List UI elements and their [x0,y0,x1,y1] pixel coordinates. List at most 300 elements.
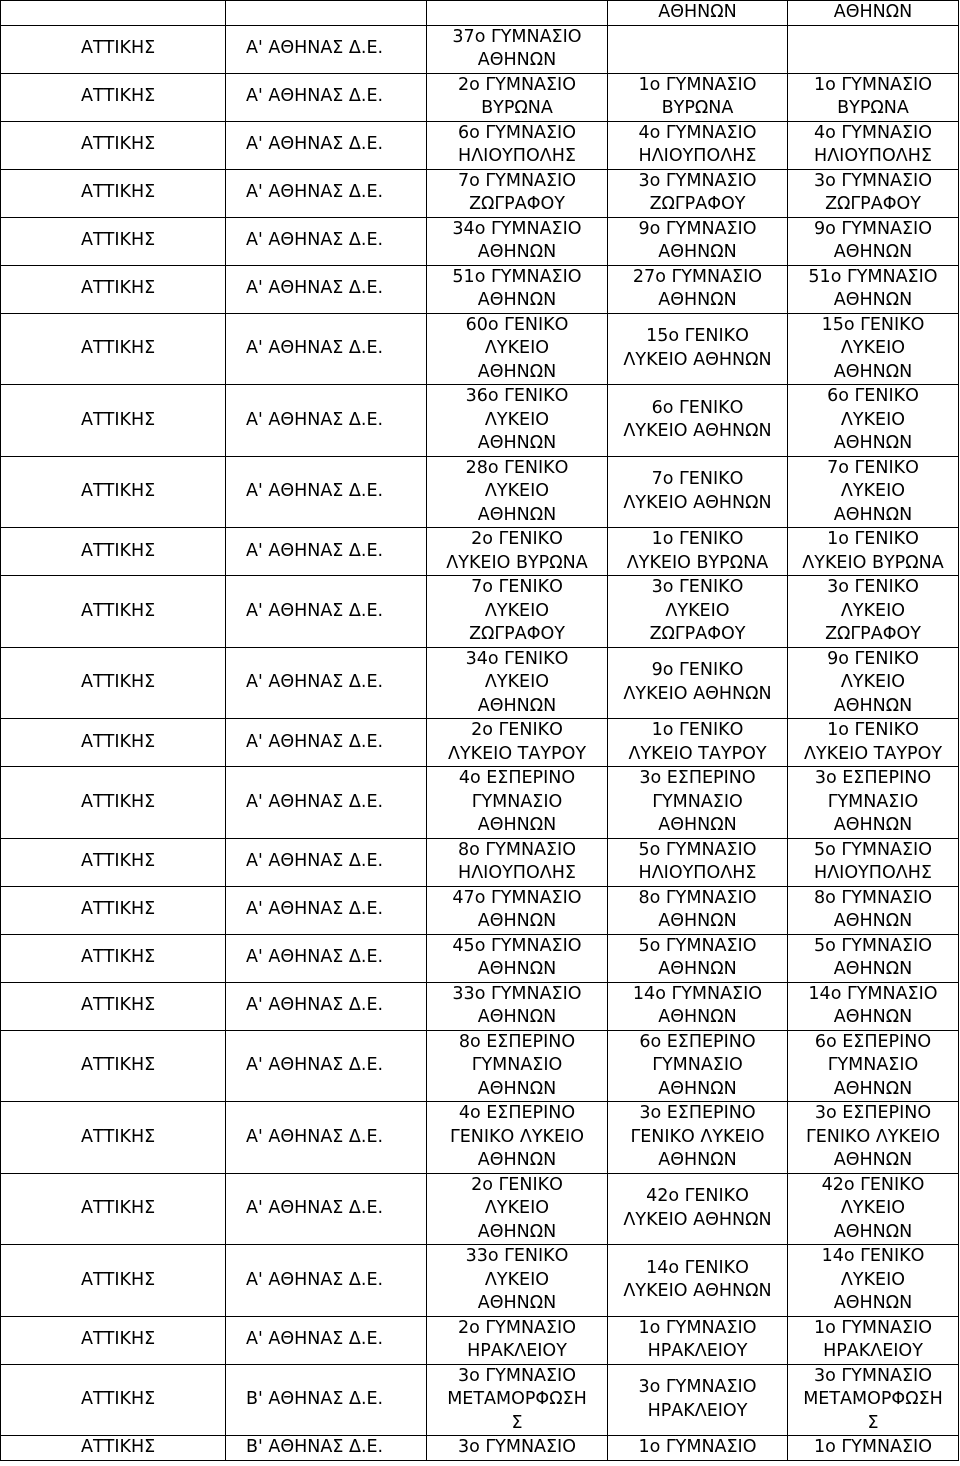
school-line: ΛΥΚΕΙΟ [484,1198,550,1218]
alt-school-cell-2 [788,767,959,839]
alt-school-cell [608,934,788,982]
school-line: ΑΘΗΝΩΝ [833,1007,913,1027]
school-line: ΛΥΚΕΙΟ [484,338,550,358]
district-cell: Α' ΑΘΗΝΑΣ Δ.Ε. [226,1245,427,1317]
school-cell [427,456,608,528]
region-cell: ΑΤΤΙΚΗΣ [1,1316,226,1364]
school-line: 2ο ΓΕΝΙΚΟ [471,1174,563,1195]
school-cell [427,385,608,457]
school-line: 5ο ΓΥΜΝΑΣΙΟ [638,935,757,956]
school-line: ΗΡΑΚΛΕΙΟΥ [647,1400,748,1421]
school-line: 7ο ΓΕΝΙΚΟ [471,577,563,597]
alt-school-cell [608,1316,788,1364]
district-cell: Α' ΑΘΗΝΑΣ Δ.Ε. [226,313,427,385]
district-cell: Α' ΑΘΗΝΑΣ Δ.Ε. [226,934,427,982]
school-line: 5ο ΓΥΜΝΑΣΙΟ [814,839,932,860]
school-line: 8ο ΓΥΜΝΑΣΙΟ [458,839,576,860]
alt-school-cell-2 [788,838,959,886]
school-line: 1ο ΓΥΜΝΑΣΙΟ [814,1437,932,1457]
school-line: 34ο ΓΕΝΙΚΟ [465,648,569,669]
alt-school-cell-2 [788,1102,959,1174]
alt-school-cell-2 [788,121,959,169]
alt-school-cell [608,25,788,73]
district-cell: Α' ΑΘΗΝΑΣ Δ.Ε. [226,982,427,1030]
school-cell [427,1364,608,1436]
table-row [1,886,959,934]
alt-school-cell-2 [788,169,959,217]
school-line: ΖΩΓΡΑΦΟΥ [469,624,565,644]
alt-school-cell [608,576,788,648]
alt-school-cell-2 [788,217,959,265]
school-line: 9ο ΓΕΝΙΚΟ [651,660,744,681]
school-line: ΑΘΗΝΩΝ [658,1150,737,1170]
alt-school-cell-2 [788,385,959,457]
table-row [1,719,959,767]
school-line: 6ο ΓΕΝΙΚΟ [651,397,744,418]
alt-school-cell [608,1245,788,1317]
school-line: ΓΕΝΙΚΟ ΛΥΚΕΙΟ [805,1126,940,1147]
school-cell [427,1030,608,1102]
school-line: ΗΡΑΚΛΕΙΟΥ [467,1341,567,1361]
school-cell [427,982,608,1030]
school-line: ΑΘΗΝΩΝ [833,242,913,262]
district-cell: Α' ΑΘΗΝΑΣ Δ.Ε. [226,886,427,934]
school-line: ΑΘΗΝΩΝ [477,361,557,382]
school-line: 9ο ΓΕΝΙΚΟ [827,648,919,669]
alt-school-cell-2 [788,1,959,26]
school-line: 33ο ΓΥΜΝΑΣΙΟ [452,983,582,1004]
table-row [1,1,959,26]
school-cell [427,1316,608,1364]
school-line: ΑΘΗΝΩΝ [477,50,557,70]
region-cell: ΑΤΤΙΚΗΣ [1,767,226,839]
school-line: ΛΥΚΕΙΟ ΑΘΗΝΩΝ [623,492,772,513]
school-cell [427,767,608,839]
alt-school-cell [608,719,788,767]
district-cell [226,1,427,26]
school-line: ΑΘΗΝΩΝ [658,911,737,931]
district-cell: Α' ΑΘΗΝΑΣ Δ.Ε. [226,385,427,457]
alt-school-cell [608,528,788,576]
school-line: 36ο ΓΕΝΙΚΟ [465,386,569,406]
region-cell: ΑΤΤΙΚΗΣ [1,1364,226,1436]
region-cell: ΑΤΤΙΚΗΣ [1,838,226,886]
school-line: ΓΕΝΙΚΟ ΛΥΚΕΙΟ [449,1126,584,1147]
school-line: 8ο ΕΣΠΕΡΙΝΟ [458,1031,576,1052]
school-line: ΜΕΤΑΜΟΡΦΩΣΗ [803,1389,943,1409]
school-line: ΑΘΗΝΩΝ [658,1007,737,1027]
school-line: ΓΥΜΝΑΣΙΟ [652,1055,743,1075]
alt-school-cell [608,313,788,385]
school-line: 1ο ΓΥΜΝΑΣΙΟ [814,1317,932,1338]
school-line: ΗΛΙΟΥΠΟΛΗΣ [458,146,576,166]
table-row [1,1173,959,1245]
region-cell: ΑΤΤΙΚΗΣ [1,719,226,767]
school-cell [427,719,608,767]
school-line: 14ο ΓΥΜΝΑΣΙΟ [632,983,763,1004]
school-line: ΛΥΚΕΙΟ ΑΘΗΝΩΝ [623,349,772,370]
school-line: ΛΥΚΕΙΟ [484,600,550,621]
alt-school-cell [608,1364,788,1436]
alt-school-cell-2 [788,265,959,313]
alt-school-cell-2 [788,73,959,121]
school-line: ΛΥΚΕΙΟ ΑΘΗΝΩΝ [623,1281,772,1302]
school-line: 6ο ΕΣΠΕΡΙΝΟ [639,1031,756,1052]
school-line: ΗΡΑΚΛΕΙΟΥ [647,1341,748,1361]
table-row [1,1030,959,1102]
school-line: ΑΘΗΝΩΝ [477,1293,557,1313]
school-line: ΒΥΡΩΝΑ [661,98,734,118]
school-line: ΑΘΗΝΩΝ [833,1150,913,1170]
region-cell: ΑΤΤΙΚΗΣ [1,385,226,457]
alt-school-cell-2 [788,982,959,1030]
school-line: ΛΥΚΕΙΟ [484,672,550,692]
school-line: ΑΘΗΝΩΝ [833,290,913,310]
table-row [1,1436,959,1461]
alt-school-cell [608,169,788,217]
school-line: ΛΥΚΕΙΟ [484,409,550,430]
school-line: 9ο ΓΥΜΝΑΣΙΟ [638,218,757,239]
region-cell: ΑΤΤΙΚΗΣ [1,121,226,169]
school-line: 3ο ΕΣΠΕΡΙΝΟ [814,1103,932,1123]
school-line: ΑΘΗΝΩΝ [658,1078,737,1099]
school-line: 28ο ΓΕΝΙΚΟ [465,457,569,478]
table-row [1,767,959,839]
school-line: ΑΘΗΝΩΝ [833,815,913,835]
region-cell: ΑΤΤΙΚΗΣ [1,217,226,265]
school-line: 3ο ΕΣΠΕΡΙΝΟ [639,768,756,788]
school-line: ΖΩΓΡΑΦΟΥ [825,194,921,214]
school-line: ΛΥΚΕΙΟ ΤΑΥΡΟΥ [803,743,943,764]
school-line: ΓΥΜΝΑΣΙΟ [471,791,563,812]
school-line: ΛΥΚΕΙΟ ΒΥΡΩΝΑ [802,552,944,573]
school-line: 3ο ΕΣΠΕΡΙΝΟ [814,768,932,788]
region-cell: ΑΤΤΙΚΗΣ [1,73,226,121]
district-cell: Α' ΑΘΗΝΑΣ Δ.Ε. [226,719,427,767]
school-line: 5ο ΓΥΜΝΑΣΙΟ [638,839,757,860]
alt-school-cell-2 [788,934,959,982]
school-line: 14ο ΓΕΝΙΚΟ [821,1246,925,1266]
school-line: 15ο ΓΕΝΙΚΟ [646,326,749,347]
school-line: 1ο ΓΥΜΝΑΣΙΟ [814,74,932,95]
school-line: ΑΘΗΝΩΝ [833,361,913,382]
school-cell [427,1245,608,1317]
table-row [1,217,959,265]
school-line: 3ο ΓΥΜΝΑΣΙΟ [814,170,932,191]
school-line: ΛΥΚΕΙΟ [840,1269,906,1290]
alt-school-cell-2 [788,1436,959,1461]
school-line: ΛΥΚΕΙΟ ΑΘΗΝΩΝ [623,683,772,704]
district-cell: Α' ΑΘΗΝΑΣ Δ.Ε. [226,25,427,73]
region-cell: ΑΤΤΙΚΗΣ [1,313,226,385]
district-cell: Α' ΑΘΗΝΑΣ Δ.Ε. [226,838,427,886]
school-line: ΑΘΗΝΩΝ [833,1293,913,1313]
region-cell [1,1,226,26]
region-cell: ΑΤΤΙΚΗΣ [1,1102,226,1174]
district-cell: Α' ΑΘΗΝΑΣ Δ.Ε. [226,1173,427,1245]
school-line: 3ο ΓΥΜΝΑΣΙΟ [458,1437,576,1457]
school-line: ΓΥΜΝΑΣΙΟ [652,791,743,812]
school-line: 1ο ΓΥΜΝΑΣΙΟ [638,74,757,95]
school-line: ΑΘΗΝΩΝ [833,1221,913,1242]
alt-school-cell [608,385,788,457]
school-line: 5ο ΓΥΜΝΑΣΙΟ [814,935,932,956]
alt-school-cell [608,73,788,121]
region-cell: ΑΤΤΙΚΗΣ [1,265,226,313]
school-cell [427,838,608,886]
alt-school-cell-2 [788,313,959,385]
district-cell: Α' ΑΘΗΝΑΣ Δ.Ε. [226,265,427,313]
school-line: 7ο ΓΥΜΝΑΣΙΟ [458,170,576,191]
school-line: ΒΥΡΩΝΑ [481,98,553,118]
region-cell: ΑΤΤΙΚΗΣ [1,982,226,1030]
school-line: ΑΘΗΝΩΝ [477,504,557,525]
school-line: 1ο ΓΕΝΙΚΟ [651,720,744,740]
alt-school-cell-2 [788,1030,959,1102]
alt-school-cell-2 [788,886,959,934]
school-line: ΛΥΚΕΙΟ [484,481,550,501]
school-line: ΖΩΓΡΑΦΟΥ [825,624,921,644]
school-line: ΑΘΗΝΩΝ [477,1221,557,1242]
alt-school-cell [608,1173,788,1245]
table-row [1,1316,959,1364]
school-line: ΛΥΚΕΙΟ [840,409,906,430]
school-line: ΖΩΓΡΑΦΟΥ [649,194,746,214]
school-line: 37ο ΓΥΜΝΑΣΙΟ [452,26,582,47]
school-line: 7ο ΓΕΝΙΚΟ [827,457,919,478]
district-cell: Α' ΑΘΗΝΑΣ Δ.Ε. [226,456,427,528]
school-line: 7ο ΓΕΝΙΚΟ [651,469,744,490]
school-cell [427,647,608,719]
school-line: ΗΡΑΚΛΕΙΟΥ [823,1341,923,1361]
school-line: ΑΘΗΝΩΝ [477,911,557,931]
school-line: 3ο ΕΣΠΕΡΙΝΟ [639,1103,756,1123]
school-line: 45ο ΓΥΜΝΑΣΙΟ [452,935,582,956]
school-line: 3ο ΓΥΜΝΑΣΙΟ [814,1365,932,1386]
school-line: ΗΛΙΟΥΠΟΛΗΣ [814,146,932,166]
table-row [1,1364,959,1436]
school-line: 3ο ΓΕΝΙΚΟ [651,577,744,597]
school-line: ΓΥΜΝΑΣΙΟ [827,1055,919,1075]
school-line: ΑΘΗΝΩΝ [477,695,557,716]
school-line: ΑΘΗΝΩΝ [477,1150,557,1170]
school-line: 4ο ΕΣΠΕΡΙΝΟ [458,768,576,788]
schools-table-body [1,1,959,1461]
school-line: 15ο ΓΕΝΙΚΟ [821,314,925,335]
school-line: 2ο ΓΕΝΙΚΟ [471,529,563,549]
school-line: 6ο ΕΣΠΕΡΙΝΟ [814,1031,932,1052]
school-line: Σ [867,1412,879,1433]
school-line: 34ο ΓΥΜΝΑΣΙΟ [452,218,582,239]
school-line: ΛΥΚΕΙΟ [484,1269,550,1290]
school-line: 4ο ΓΥΜΝΑΣΙΟ [638,122,757,143]
school-line: ΑΘΗΝΩΝ [477,815,557,835]
school-line: ΛΥΚΕΙΟ ΑΘΗΝΩΝ [623,421,772,442]
school-line: ΖΩΓΡΑΦΟΥ [649,624,746,644]
alt-school-cell-2 [788,528,959,576]
region-cell: ΑΤΤΙΚΗΣ [1,528,226,576]
alt-school-cell [608,1102,788,1174]
region-cell: ΑΤΤΙΚΗΣ [1,25,226,73]
school-line: ΛΥΚΕΙΟ [840,1198,906,1218]
school-line: 4ο ΓΥΜΝΑΣΙΟ [814,122,932,143]
table-row [1,934,959,982]
school-line: ΜΕΤΑΜΟΡΦΩΣΗ [447,1389,587,1409]
table-row [1,838,959,886]
table-row [1,73,959,121]
school-line: ΑΘΗΝΩΝ [477,959,557,979]
school-line: ΓΕΝΙΚΟ ΛΥΚΕΙΟ [630,1126,765,1147]
alt-school-cell [608,265,788,313]
school-line: 2ο ΓΕΝΙΚΟ [471,720,563,740]
district-cell: Α' ΑΘΗΝΑΣ Δ.Ε. [226,217,427,265]
school-line: ΓΥΜΝΑΣΙΟ [827,791,919,812]
school-line: 3ο ΓΥΜΝΑΣΙΟ [458,1365,576,1386]
district-cell: Α' ΑΘΗΝΑΣ Δ.Ε. [226,1316,427,1364]
school-line: ΑΘΗΝΩΝ [833,911,913,931]
school-line: ΓΥΜΝΑΣΙΟ [471,1055,563,1075]
school-cell [427,121,608,169]
school-line: 3ο ΓΥΜΝΑΣΙΟ [638,1377,757,1398]
table-row [1,265,959,313]
school-line: 8ο ΓΥΜΝΑΣΙΟ [814,887,932,908]
alt-school-cell-2 [788,719,959,767]
alt-school-cell-2 [788,1364,959,1436]
school-line: ΗΛΙΟΥΠΟΛΗΣ [458,863,576,883]
school-line: 1ο ΓΕΝΙΚΟ [827,529,919,549]
school-cell [427,313,608,385]
school-cell [427,1,608,26]
school-line: 1ο ΓΕΝΙΚΟ [651,529,744,549]
region-cell: ΑΤΤΙΚΗΣ [1,576,226,648]
school-line: 6ο ΓΕΝΙΚΟ [827,386,919,406]
alt-school-cell-2 [788,1245,959,1317]
district-cell: Β' ΑΘΗΝΑΣ Δ.Ε. [226,1364,427,1436]
school-line: ΑΘΗΝΩΝ [477,290,557,310]
alt-school-cell-2 [788,647,959,719]
region-cell: ΑΤΤΙΚΗΣ [1,1030,226,1102]
school-line: ΛΥΚΕΙΟ [840,338,906,358]
school-cell [427,169,608,217]
school-cell [427,217,608,265]
school-line: ΗΛΙΟΥΠΟΛΗΣ [814,863,932,883]
school-line: ΛΥΚΕΙΟ [840,481,906,501]
table-row [1,456,959,528]
region-cell: ΑΤΤΙΚΗΣ [1,456,226,528]
school-line: 2ο ΓΥΜΝΑΣΙΟ [458,1317,576,1338]
school-line: 8ο ΓΥΜΝΑΣΙΟ [638,887,757,908]
alt-school-cell [608,1436,788,1461]
school-line: ΑΘΗΝΩΝ [658,959,737,979]
alt-school-cell [608,647,788,719]
school-line: ΑΘΗΝΩΝ [658,242,737,262]
district-cell: Α' ΑΘΗΝΑΣ Δ.Ε. [226,576,427,648]
alt-school-cell [608,217,788,265]
school-line: ΑΘΗΝΩΝ [833,433,913,453]
region-cell: ΑΤΤΙΚΗΣ [1,886,226,934]
school-line: Σ [511,1412,523,1433]
alt-school-cell-2 [788,576,959,648]
school-line: 51ο ΓΥΜΝΑΣΙΟ [808,266,938,287]
school-line: 1ο ΓΕΝΙΚΟ [827,720,919,740]
school-line: ΒΥΡΩΝΑ [837,98,909,118]
school-line: 60ο ΓΕΝΙΚΟ [465,314,569,335]
district-cell: Α' ΑΘΗΝΑΣ Δ.Ε. [226,169,427,217]
table-row [1,647,959,719]
school-cell [427,934,608,982]
district-cell: Α' ΑΘΗΝΑΣ Δ.Ε. [226,528,427,576]
table-row [1,169,959,217]
alt-school-cell-2 [788,25,959,73]
school-line: 6ο ΓΥΜΝΑΣΙΟ [458,122,576,143]
alt-school-cell [608,121,788,169]
school-line: ΑΘΗΝΩΝ [658,290,737,310]
school-cell [427,576,608,648]
school-cell [427,1173,608,1245]
region-cell: ΑΤΤΙΚΗΣ [1,1245,226,1317]
school-line: ΑΘΗΝΩΝ [658,2,737,22]
alt-school-cell-2 [788,1173,959,1245]
school-line: 14ο ΓΕΝΙΚΟ [646,1257,749,1278]
school-line: 42ο ΓΕΝΙΚΟ [646,1186,749,1207]
school-line: ΑΘΗΝΩΝ [833,2,913,22]
district-cell: Α' ΑΘΗΝΑΣ Δ.Ε. [226,647,427,719]
school-line: 9ο ΓΥΜΝΑΣΙΟ [814,218,932,239]
school-cell [427,25,608,73]
district-cell: Α' ΑΘΗΝΑΣ Δ.Ε. [226,1102,427,1174]
district-cell: Α' ΑΘΗΝΑΣ Δ.Ε. [226,1030,427,1102]
school-line: ΛΥΚΕΙΟ ΤΑΥΡΟΥ [447,743,587,764]
school-line: 14ο ΓΥΜΝΑΣΙΟ [808,983,938,1004]
table-row [1,25,959,73]
school-line: 4ο ΕΣΠΕΡΙΝΟ [458,1103,576,1123]
school-cell [427,886,608,934]
school-line: 47ο ΓΥΜΝΑΣΙΟ [452,887,582,908]
school-cell [427,528,608,576]
alt-school-cell-2 [788,1316,959,1364]
school-line: ΑΘΗΝΩΝ [833,695,913,716]
school-line: 51ο ΓΥΜΝΑΣΙΟ [452,266,582,287]
table-row [1,121,959,169]
school-line: ΛΥΚΕΙΟ [665,600,730,621]
school-line: 27ο ΓΥΜΝΑΣΙΟ [632,266,763,287]
school-line: ΑΘΗΝΩΝ [833,504,913,525]
table-row [1,385,959,457]
school-line: ΑΘΗΝΩΝ [477,433,557,453]
table-row [1,528,959,576]
school-line: ΑΘΗΝΩΝ [477,1078,557,1099]
district-cell: Α' ΑΘΗΝΑΣ Δ.Ε. [226,767,427,839]
alt-school-cell [608,838,788,886]
school-line: 1ο ΓΥΜΝΑΣΙΟ [638,1437,757,1457]
school-line: ΛΥΚΕΙΟ [840,672,906,692]
school-line: ΖΩΓΡΑΦΟΥ [469,194,565,214]
school-line: ΛΥΚΕΙΟ ΑΘΗΝΩΝ [623,1209,772,1230]
table-row [1,1102,959,1174]
school-line: 3ο ΓΥΜΝΑΣΙΟ [638,170,757,191]
alt-school-cell [608,982,788,1030]
alt-school-cell-2 [788,456,959,528]
district-cell: Α' ΑΘΗΝΑΣ Δ.Ε. [226,73,427,121]
school-line: ΛΥΚΕΙΟ ΒΥΡΩΝΑ [626,552,769,573]
school-line: 3ο ΓΕΝΙΚΟ [827,577,919,597]
school-line: 42ο ΓΕΝΙΚΟ [821,1174,925,1195]
school-line: ΑΘΗΝΩΝ [833,1078,913,1099]
region-cell: ΑΤΤΙΚΗΣ [1,1436,226,1461]
school-line: ΛΥΚΕΙΟ ΤΑΥΡΟΥ [628,743,767,764]
region-cell: ΑΤΤΙΚΗΣ [1,934,226,982]
school-cell [427,1436,608,1461]
